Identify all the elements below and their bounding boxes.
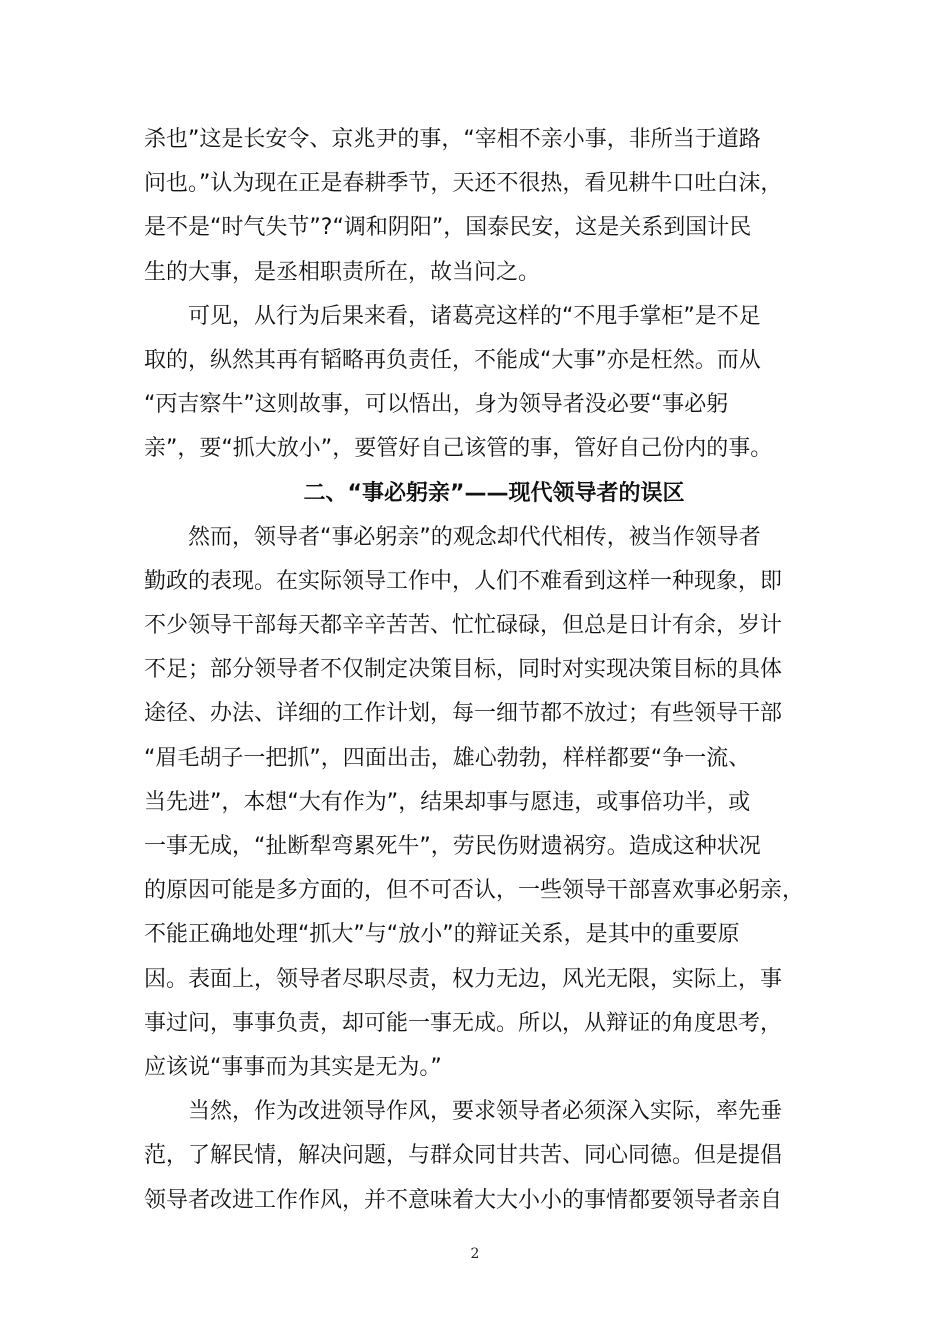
section-heading: 二、“事必躬亲”——现代领导者的误区: [303, 480, 685, 506]
text-line: “眉毛胡子一把抓”，四面出击，雄心勃勃，样样都要“争一流、: [144, 745, 751, 771]
text-line: 问也。”认为现在正是春耕季节，天还不很热，看见耕牛口吐白沫，: [144, 171, 783, 197]
text-line: 应该说“事事而为其实是无为。”: [144, 1054, 442, 1080]
page-number: 2: [470, 1246, 480, 1262]
text-line: 杀也”这是长安令、京兆尹的事，“宰相不亲小事，非所当于道路: [144, 127, 761, 152]
text-line: “丙吉察牛”这则故事，可以悟出，身为领导者没必要“事必躬: [144, 392, 729, 418]
text-line: 途径、办法、详细的工作计划，每一细节都不放过；有些领导干部: [144, 701, 783, 727]
text-line: 勤政的表现。在实际领导工作中，人们不难看到这样一种现象，即: [144, 568, 783, 594]
text-line: 取的，纵然其再有韬略再负责任，不能成“大事”亦是枉然。而从: [144, 347, 761, 373]
text-line: 范，了解民情，解决问题，与群众同甘共苦、同心同德。但是提倡: [144, 1143, 783, 1169]
body-text: [144, 118, 814, 1223]
text-line: 是不是“时气失节”?“调和阴阳”，国泰民安，这是关系到国计民: [144, 215, 752, 241]
text-line: 生的大事，是丞相职责所在，故当问之。: [144, 259, 541, 285]
text-line: 领导者改进工作作风，并不意味着大大小小的事情都要领导者亲自: [144, 1187, 783, 1213]
text-line: 因。表面上，领导者尽职尽责，权力无边，风光无限，实际上，事: [144, 966, 783, 992]
text-line: 的原因可能是多方面的，但不可否认，一些领导干部喜欢事必躬亲，: [144, 878, 805, 904]
text-line: 当先进”，本想“大有作为”，结果却事与愿违，或事倍功半，或: [144, 789, 751, 815]
paragraph-start-line: 当然，作为改进领导作风，要求领导者必须深入实际，率先垂: [188, 1099, 783, 1125]
text-line: 一事无成，“扯断犁弯累死牛”，劳民伤财遗祸穷。造成这种状况: [144, 834, 761, 859]
text-line: 不能正确地处理“抓大”与“放小”的辩证关系，是其中的重要原: [144, 922, 740, 948]
text-line: 不足；部分领导者不仅制定决策目标，同时对实现决策目标的具体: [144, 657, 783, 683]
paragraph-start-line: 然而，领导者“事必躬亲”的观念却代代相传，被当作领导者: [188, 524, 761, 550]
text-line: 不少领导干部每天都辛辛苦苦、忙忙碌碌，但总是日计有余，岁计: [144, 613, 783, 639]
text-line: 亲”，要“抓大放小”，要管好自己该管的事，管好自己份内的事。: [144, 436, 773, 462]
paragraph-start-line: 可见，从行为后果来看，诸葛亮这样的“不甩手掌柜”是不足: [188, 303, 761, 329]
text-line: 事过问，事事负责，却可能一事无成。所以，从辩证的角度思考，: [144, 1010, 783, 1036]
